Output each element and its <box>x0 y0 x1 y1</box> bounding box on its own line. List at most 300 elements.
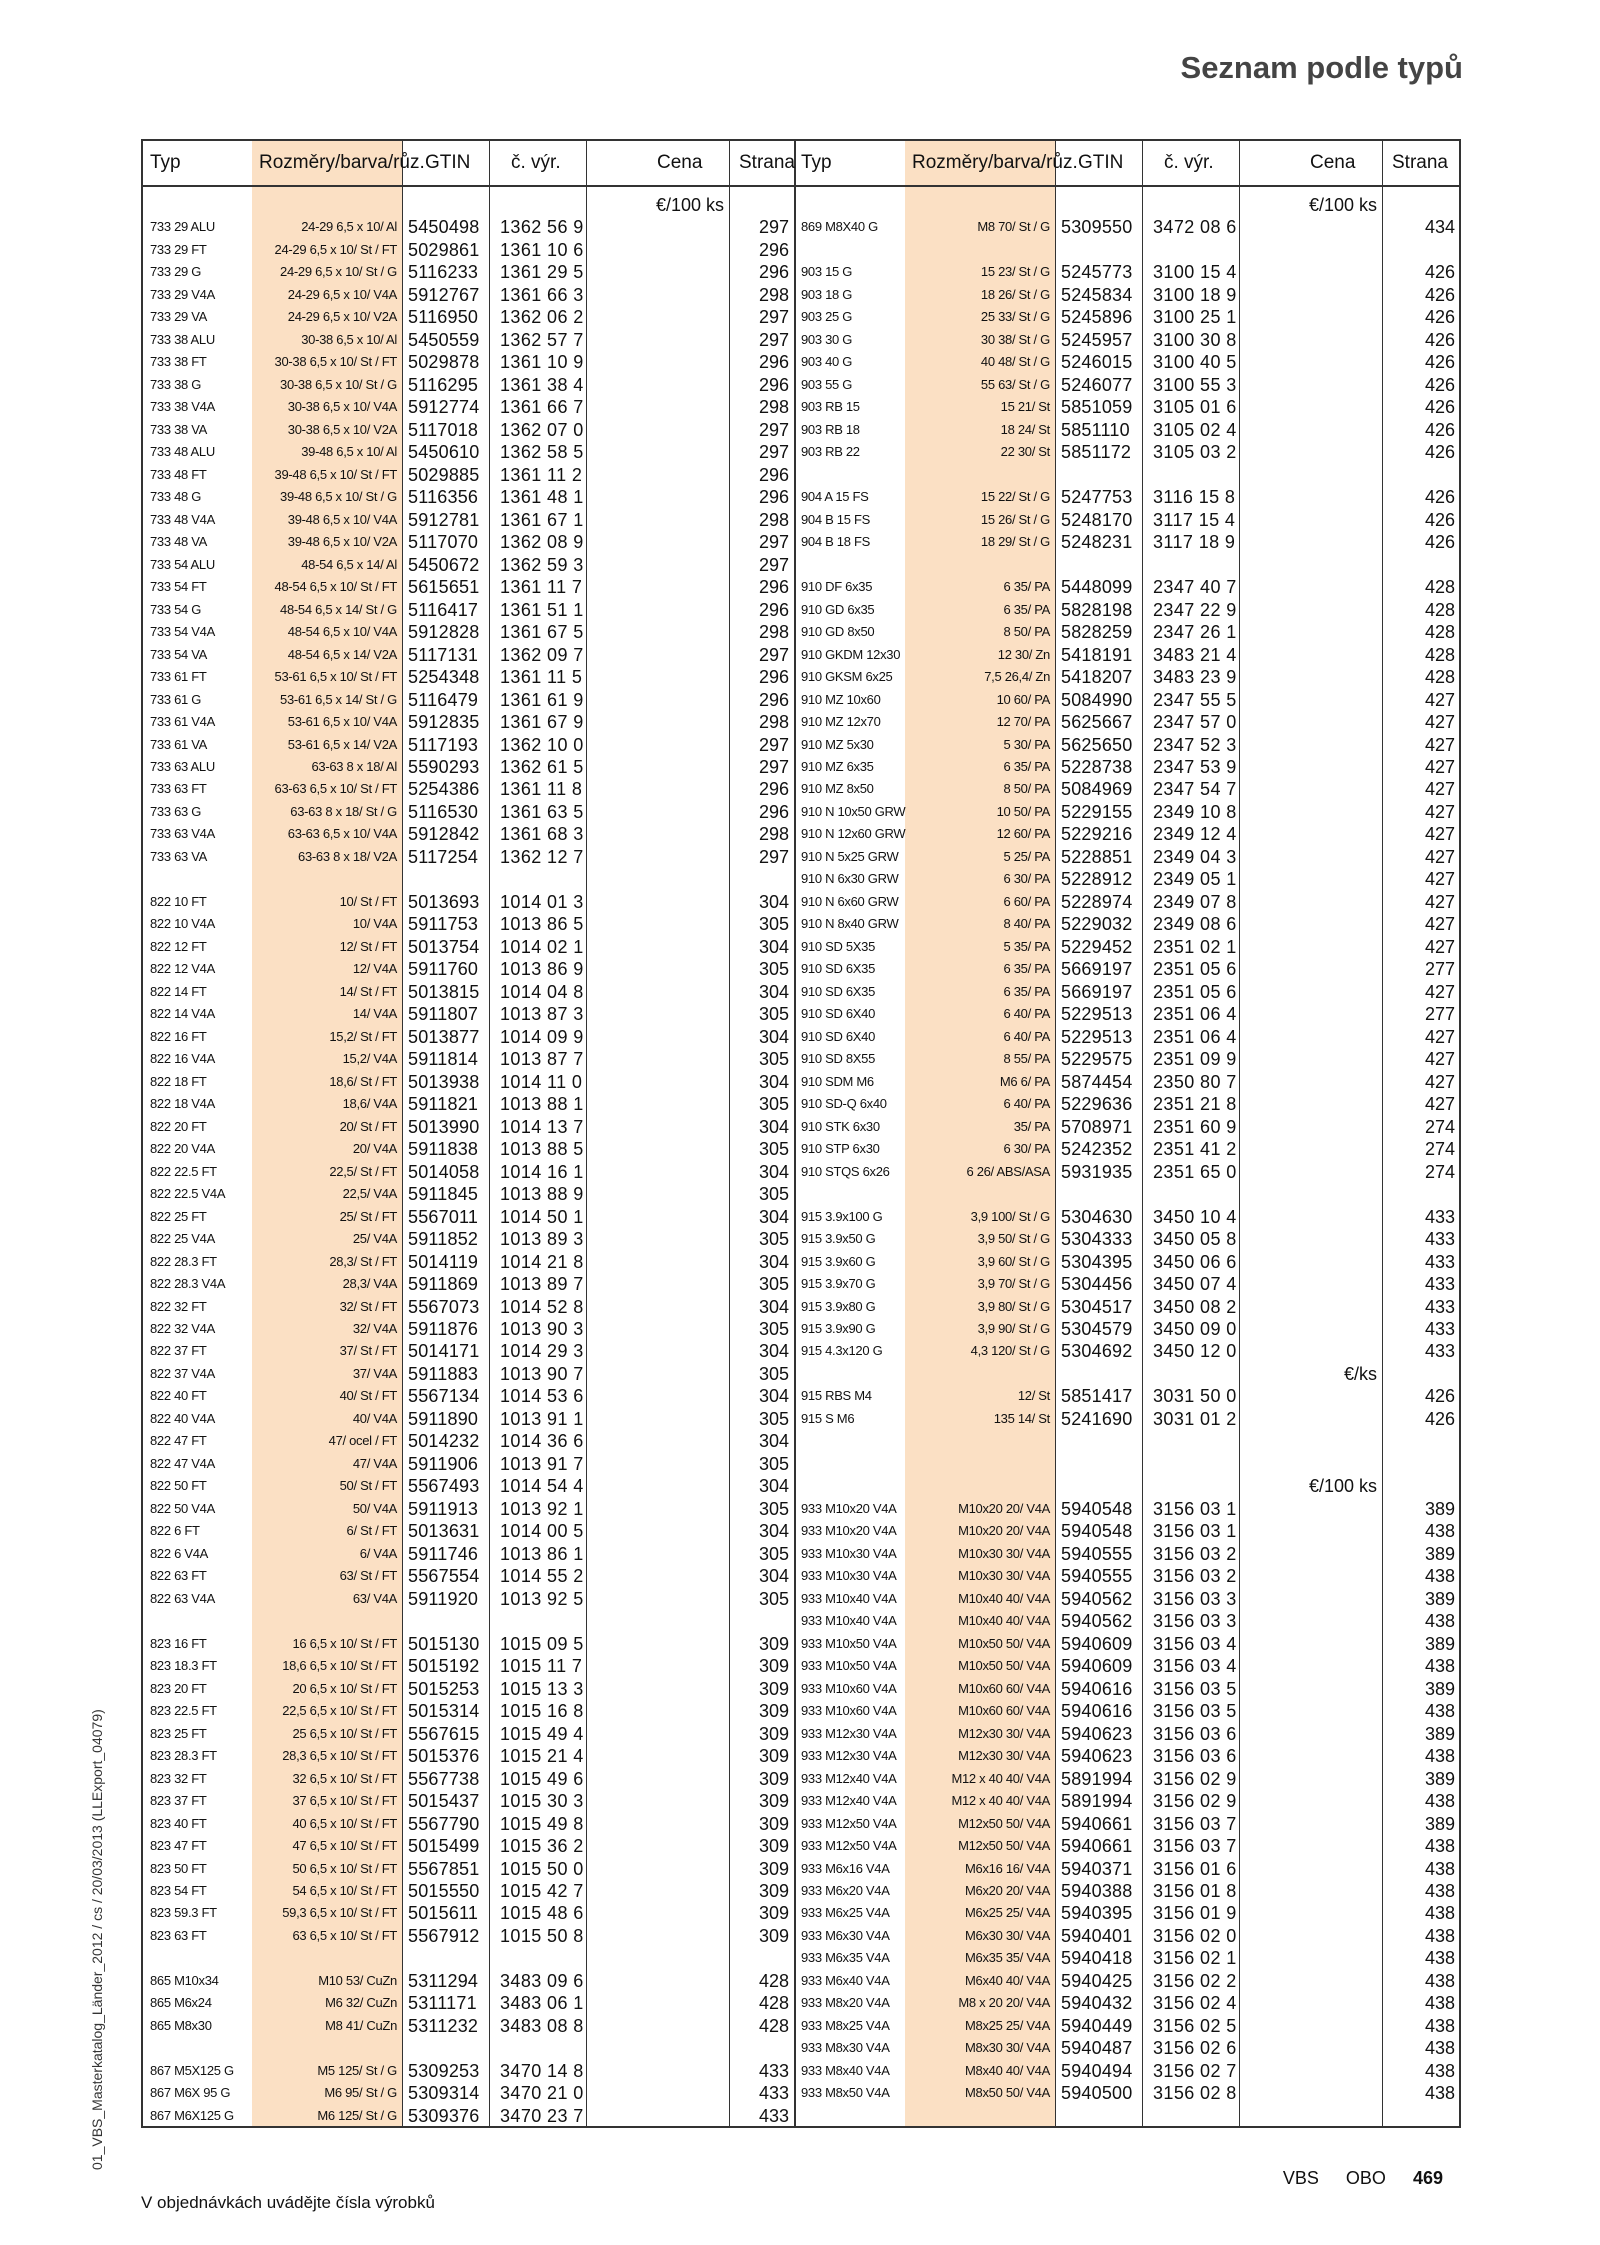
right-table-row <box>143 1251 1459 1274</box>
right-table-row <box>143 1925 1459 1948</box>
page-ref: 304 <box>758 981 789 1002</box>
dimensions: M8x50 50/ V4A <box>965 2085 1050 2101</box>
page-ref: 297 <box>758 217 789 238</box>
article-number: 2351 06 4 <box>1153 1004 1237 1025</box>
right-table-row <box>143 2015 1459 2038</box>
type-code: 910 DF 6x35 <box>801 579 873 595</box>
dimensions: 3,9 90/ St / G <box>977 1321 1050 1336</box>
page-ref: 304 <box>758 1161 789 1182</box>
gtin: 5116479 <box>408 689 479 710</box>
type-code: 733 48 VA <box>150 534 208 550</box>
gtin: 5245773 <box>1061 262 1133 283</box>
footer-brand-obo: OBO <box>1345 2168 1386 2188</box>
dimensions: 50/ V4A <box>352 1500 397 1516</box>
gtin: 5940623 <box>1061 1723 1133 1744</box>
dimensions: 15 23/ St / G <box>980 264 1050 280</box>
article-number: 3483 21 4 <box>1153 644 1237 665</box>
dimensions: M12x50 50/ V4A <box>958 1815 1050 1831</box>
dimensions: 15,2/ V4A <box>342 1051 397 1067</box>
gtin: 5911746 <box>408 1543 479 1564</box>
page-ref: 438 <box>1424 1903 1455 1924</box>
type-code: 915 3.9x100 G <box>801 1208 883 1224</box>
article-number: 1013 89 7 <box>500 1274 584 1295</box>
type-code: 733 63 VA <box>150 848 208 864</box>
right-table-row <box>143 711 1459 734</box>
article-number: 1362 59 3 <box>500 554 584 575</box>
left-table-row <box>143 554 1459 577</box>
page-ref: 304 <box>758 1566 789 1587</box>
type-code: 910 GKSM 6x25 <box>801 669 893 685</box>
gtin: 5912774 <box>408 397 480 418</box>
type-code: 733 61 FT <box>150 669 207 685</box>
right-table-row <box>143 1992 1459 2015</box>
right-table-row <box>143 1048 1459 1071</box>
dimensions: M10x40 40/ V4A <box>958 1590 1050 1606</box>
type-code: 933 M6x40 V4A <box>801 1972 890 1988</box>
page-ref: 309 <box>758 1723 789 1744</box>
article-number: 3470 14 8 <box>500 2060 584 2081</box>
right-table-row <box>143 2060 1459 2083</box>
dimensions: 39-48 6,5 x 10/ Al <box>301 444 397 460</box>
page-ref: 438 <box>1424 1881 1455 1901</box>
right-table-row <box>143 936 1459 959</box>
article-number: 1361 61 9 <box>500 689 584 710</box>
right-table-row <box>143 1206 1459 1229</box>
type-code: 733 29 FT <box>150 241 207 257</box>
gtin: 5891994 <box>1061 1768 1133 1789</box>
dimensions: 10/ V4A <box>352 916 397 932</box>
dimensions: 47/ ocel / FT <box>328 1433 397 1449</box>
right-table-row <box>143 1835 1459 1858</box>
header-page: Strana <box>1392 152 1448 173</box>
type-code: 867 M6X125 G <box>150 2107 234 2123</box>
article-number: 3472 08 6 <box>1153 217 1237 238</box>
article-number: 3156 03 4 <box>1153 1633 1237 1654</box>
dimensions: 18,6 6,5 x 10/ St / FT <box>282 1658 397 1674</box>
gtin: 5015611 <box>408 1903 479 1924</box>
article-number: 1015 30 3 <box>500 1791 584 1812</box>
article-number: 1362 09 7 <box>500 644 584 665</box>
dimensions: 40 48/ St / G <box>980 354 1050 370</box>
article-number: 1015 36 2 <box>500 1836 584 1857</box>
type-code: 933 M8x40 V4A <box>801 2062 890 2078</box>
gtin: 5912842 <box>408 824 480 845</box>
gtin: 5940395 <box>1061 1903 1133 1924</box>
article-number: 1013 86 9 <box>500 959 584 980</box>
gtin: 5911760 <box>408 959 479 980</box>
page-ref: 427 <box>1424 757 1455 777</box>
dimensions: 12 60/ PA <box>996 826 1050 842</box>
page-ref: 297 <box>758 554 789 575</box>
type-code: 933 M6x16 V4A <box>801 1860 890 1876</box>
type-code: 823 22.5 FT <box>150 1703 217 1719</box>
type-code: 915 RBS M4 <box>801 1388 872 1404</box>
page-ref: 274 <box>1424 1139 1455 1160</box>
right-price-unit: €/100 ks <box>1308 195 1377 215</box>
gtin: 5940562 <box>1061 1588 1133 1609</box>
article-number: 3117 18 9 <box>1153 532 1236 553</box>
article-number: 2347 40 7 <box>1153 577 1237 598</box>
page-ref: 309 <box>758 1656 789 1677</box>
gtin: 5891994 <box>1061 1791 1133 1812</box>
dimensions: 20 6,5 x 10/ St / FT <box>292 1680 397 1696</box>
type-code: 733 61 V4A <box>150 714 215 730</box>
page-ref: 297 <box>758 442 789 463</box>
gtin: 5015192 <box>408 1656 480 1677</box>
dimensions: 30-38 6,5 x 10/ V4A <box>287 399 397 415</box>
type-code: 933 M10x20 V4A <box>801 1523 897 1539</box>
dimensions: 54 6,5 x 10/ St / FT <box>292 1883 397 1898</box>
type-code: 933 M8x25 V4A <box>801 2017 890 2033</box>
right-table-row <box>143 1633 1459 1656</box>
header-typ: Typ <box>801 152 832 173</box>
gtin: 5029885 <box>408 464 480 485</box>
dimensions: M10 53/ CuZn <box>318 1972 397 1988</box>
dimensions: M6x35 35/ V4A <box>965 1950 1050 1966</box>
type-code: 822 18 FT <box>150 1073 207 1089</box>
dimensions: 6 30/ PA <box>1003 871 1050 887</box>
page-ref: 296 <box>758 577 789 598</box>
type-code: 933 M10x60 V4A <box>801 1703 897 1719</box>
gtin: 5116356 <box>408 487 479 508</box>
page-ref: 296 <box>758 801 789 822</box>
article-number: 1013 90 3 <box>500 1319 584 1339</box>
gtin: 5311294 <box>408 1970 479 1991</box>
article-number: 3116 15 8 <box>1153 487 1236 508</box>
gtin: 5013877 <box>408 1026 480 1047</box>
page-ref: 427 <box>1424 779 1455 800</box>
page-ref: 389 <box>1424 1678 1455 1699</box>
dimensions: 12 30/ Zn <box>997 646 1050 662</box>
page-ref: 309 <box>758 1903 789 1924</box>
dimensions: 50 6,5 x 10/ St / FT <box>292 1860 397 1876</box>
page-ref: 426 <box>1424 374 1455 395</box>
article-number: 3483 06 1 <box>500 1993 584 2014</box>
page-ref: 277 <box>1424 1004 1455 1025</box>
article-number: 1014 09 9 <box>500 1026 584 1047</box>
dimensions: 10 50/ PA <box>996 803 1050 819</box>
dimensions: M5 125/ St / G <box>317 2062 397 2078</box>
page-ref: 305 <box>758 914 789 935</box>
page-ref: 438 <box>1424 1925 1455 1946</box>
right-table-row <box>143 1408 1459 1431</box>
type-code: 822 32 V4A <box>150 1321 215 1336</box>
type-code: 933 M12x50 V4A <box>801 1815 897 1831</box>
article-number: 3450 06 6 <box>1153 1251 1237 1272</box>
dimensions: 6/ V4A <box>359 1545 397 1561</box>
right-table-row <box>143 284 1459 307</box>
gtin: 5084969 <box>1061 779 1133 800</box>
article-number: 3156 01 6 <box>1153 1858 1237 1879</box>
dimensions: 24-29 6,5 x 10/ St / G <box>280 264 397 280</box>
gtin: 5229636 <box>1061 1094 1133 1115</box>
dimensions: 28,3/ St / FT <box>329 1253 397 1269</box>
page-ref: 304 <box>758 1071 789 1092</box>
dimensions: 63-63 6,5 x 10/ V4A <box>287 826 397 842</box>
gtin: 5029878 <box>408 352 480 373</box>
article-number: 3100 55 3 <box>1153 374 1237 395</box>
page-ref: 427 <box>1424 981 1455 1002</box>
article-number: 1014 02 1 <box>500 936 584 957</box>
page-ref: 433 <box>1424 1274 1455 1295</box>
gtin: 5912781 <box>408 509 480 530</box>
page-ref: 433 <box>1424 1319 1455 1339</box>
page-ref: 438 <box>1424 1791 1455 1812</box>
type-code: 733 38 VA <box>150 421 208 437</box>
page-ref: 438 <box>1424 2015 1455 2036</box>
dimensions: 8 55/ PA <box>1003 1051 1050 1067</box>
page-ref: 296 <box>758 689 789 710</box>
gtin: 5309314 <box>408 2083 480 2104</box>
article-number: 2351 06 4 <box>1153 1026 1237 1047</box>
type-code: 733 48 G <box>150 489 202 505</box>
dimensions: 16 6,5 x 10/ St / FT <box>292 1635 397 1651</box>
article-number: 3156 03 3 <box>1153 1588 1237 1609</box>
page-ref: 427 <box>1424 1071 1455 1092</box>
gtin: 5248231 <box>1061 532 1133 553</box>
dimensions: 63-63 6,5 x 10/ St / FT <box>274 781 397 797</box>
type-code: 733 54 ALU <box>150 556 215 572</box>
type-code: 822 47 FT <box>150 1433 207 1449</box>
dimensions: 48-54 6,5 x 14/ Al <box>301 556 397 572</box>
type-code: 910 STQS 6x26 <box>801 1163 890 1179</box>
right-table-row <box>143 1093 1459 1116</box>
article-number: 1014 04 8 <box>500 981 584 1002</box>
page-ref: 438 <box>1424 1521 1455 1542</box>
gtin: 5117193 <box>408 734 479 755</box>
page-ref: 426 <box>1424 329 1455 350</box>
right-table-row <box>143 599 1459 622</box>
type-code: 910 N 10x50 GRW <box>801 803 906 819</box>
page-ref: 305 <box>758 1274 789 1295</box>
type-code: 933 M12x30 V4A <box>801 1748 897 1764</box>
right-table-row <box>143 1700 1459 1723</box>
page-ref: 297 <box>758 757 789 777</box>
gtin: 5309550 <box>1061 217 1133 238</box>
article-number: 1015 11 7 <box>500 1656 583 1677</box>
gtin: 5912767 <box>408 284 480 305</box>
article-number: 1015 16 8 <box>500 1701 584 1722</box>
type-code: 823 32 FT <box>150 1770 207 1786</box>
dimensions: 18 29/ St / G <box>980 534 1050 550</box>
left-table-row <box>143 464 1459 487</box>
right-table-row <box>143 1138 1459 1161</box>
dimensions: 63/ V4A <box>352 1590 397 1606</box>
dimensions: 22 30/ St <box>1000 444 1050 460</box>
dimensions: 3,9 100/ St / G <box>970 1208 1050 1224</box>
type-code: 823 20 FT <box>150 1680 207 1696</box>
dimensions: M6x20 20/ V4A <box>965 1883 1050 1898</box>
dimensions: 25 33/ St / G <box>980 309 1050 325</box>
article-number: 3156 02 9 <box>1153 1791 1237 1812</box>
article-number: 2351 05 6 <box>1153 981 1237 1002</box>
dimensions: 53-61 6,5 x 14/ V2A <box>287 736 397 752</box>
gtin: 5911883 <box>408 1363 479 1384</box>
page-ref: 304 <box>758 1251 789 1272</box>
page-number: 469 <box>1412 2168 1443 2188</box>
gtin: 5245834 <box>1061 284 1133 305</box>
right-table-row <box>143 846 1459 869</box>
article-number: 3156 02 6 <box>1153 2038 1237 2059</box>
article-number: 3105 02 4 <box>1153 419 1237 440</box>
right-table-row <box>143 2037 1459 2060</box>
dimensions: M10x20 20/ V4A <box>958 1523 1050 1539</box>
dimensions: 6 40/ PA <box>1003 1006 1050 1022</box>
article-number: 1361 10 6 <box>500 239 584 260</box>
gtin: 5013754 <box>408 936 480 957</box>
right-table-row <box>143 1723 1459 1746</box>
page-ref: 305 <box>758 959 789 980</box>
gtin: 5228974 <box>1061 891 1133 912</box>
dimensions: 18,6/ V4A <box>342 1096 397 1112</box>
type-code: 933 M10x40 V4A <box>801 1590 897 1606</box>
article-number: 1015 42 7 <box>500 1881 584 1901</box>
dimensions: 55 63/ St / G <box>980 376 1050 392</box>
dimensions: 15 26/ St / G <box>980 511 1050 527</box>
gtin: 5567851 <box>408 1858 480 1879</box>
page-ref: 389 <box>1424 1543 1455 1564</box>
dimensions: M8 x 20 20/ V4A <box>958 1995 1050 2011</box>
type-code: 933 M10x30 V4A <box>801 1568 897 1584</box>
right-table-row <box>143 1947 1459 1970</box>
type-code: 733 29 G <box>150 264 202 280</box>
gtin: 5014232 <box>408 1431 480 1452</box>
dimensions: 63 6,5 x 10/ St / FT <box>292 1927 397 1943</box>
gtin: 5708971 <box>1061 1116 1133 1137</box>
type-code: 733 54 VA <box>150 646 208 662</box>
type-code: 823 40 FT <box>150 1815 207 1831</box>
dimensions: M10x60 60/ V4A <box>958 1703 1050 1719</box>
type-code: 910 N 8x40 GRW <box>801 916 899 932</box>
gtin: 5567134 <box>408 1386 480 1407</box>
page-ref: 438 <box>1424 1701 1455 1722</box>
dimensions: 25/ V4A <box>352 1231 397 1247</box>
type-code: 733 29 V4A <box>150 286 215 302</box>
gtin: 5669197 <box>1061 959 1133 980</box>
dimensions: 18,6/ St / FT <box>329 1073 397 1089</box>
page-ref: 296 <box>758 239 789 260</box>
type-code: 933 M10x50 V4A <box>801 1658 897 1674</box>
article-number: 1362 07 0 <box>500 419 584 440</box>
page-ref: 427 <box>1424 1049 1455 1070</box>
dimensions: 6 35/ PA <box>1003 601 1050 617</box>
dimensions: 24-29 6,5 x 10/ Al <box>301 219 397 235</box>
type-code: 903 40 G <box>801 354 853 370</box>
page-ref: 298 <box>758 397 789 418</box>
type-code: 910 MZ 5x30 <box>801 736 874 752</box>
type-code: 822 22.5 FT <box>150 1163 217 1179</box>
gtin: 5014119 <box>408 1251 479 1272</box>
right-table-row <box>143 1340 1459 1363</box>
dimensions: M12x30 30/ V4A <box>958 1748 1050 1764</box>
gtin: 5015550 <box>408 1881 480 1901</box>
left-table-row <box>143 1453 1459 1476</box>
page-ref: 427 <box>1424 846 1455 867</box>
article-number: 3156 03 5 <box>1153 1701 1237 1722</box>
gtin: 5940371 <box>1061 1858 1133 1879</box>
gtin: 5448099 <box>1061 577 1133 598</box>
gtin: 5450498 <box>408 217 480 238</box>
page-ref: 297 <box>758 329 789 350</box>
dimensions: 47 6,5 x 10/ St / FT <box>292 1838 397 1854</box>
page-ref: 274 <box>1424 1161 1455 1182</box>
article-number: 2347 52 3 <box>1153 734 1237 755</box>
article-number: 1013 90 7 <box>500 1363 584 1384</box>
gtin: 5311232 <box>408 2015 479 2036</box>
dimensions: 6 35/ PA <box>1003 759 1050 774</box>
article-number: 3156 02 0 <box>1153 1925 1237 1946</box>
right-table-row <box>143 689 1459 712</box>
page-ref: 304 <box>758 936 789 957</box>
page-ref: 297 <box>758 532 789 553</box>
article-number: 1013 88 5 <box>500 1139 584 1160</box>
right-table-row <box>143 981 1459 1004</box>
right-table-row <box>143 396 1459 419</box>
type-code: 733 38 V4A <box>150 399 215 415</box>
page-ref: 438 <box>1424 1611 1455 1632</box>
article-number: 1013 88 9 <box>500 1184 584 1205</box>
gtin: 5246015 <box>1061 352 1133 373</box>
dimensions: 30-38 6,5 x 10/ St / FT <box>274 354 397 370</box>
type-code: 903 25 G <box>801 309 853 325</box>
gtin: 5116530 <box>408 801 479 822</box>
gtin: 5228912 <box>1061 869 1133 890</box>
page-ref: 309 <box>758 1678 789 1699</box>
article-number: 1013 92 5 <box>500 1588 584 1609</box>
dimensions: M6 95/ St / G <box>324 2085 397 2101</box>
gtin: 5241690 <box>1061 1408 1133 1429</box>
dimensions: 12/ V4A <box>352 961 397 977</box>
dimensions: 47/ V4A <box>352 1455 397 1471</box>
gtin: 5940616 <box>1061 1678 1133 1699</box>
type-code: 822 47 V4A <box>150 1455 215 1471</box>
gtin: 5013815 <box>408 981 480 1002</box>
page-ref: 305 <box>758 1543 789 1564</box>
right-table-row <box>143 1318 1459 1341</box>
dimensions: 40/ St / FT <box>339 1388 397 1404</box>
type-code: 822 16 FT <box>150 1028 207 1044</box>
gtin: 5242352 <box>1061 1139 1133 1160</box>
dimensions: 22,5 6,5 x 10/ St / FT <box>282 1703 397 1719</box>
gtin: 5246077 <box>1061 374 1133 395</box>
page-ref: 438 <box>1424 1993 1455 2014</box>
gtin: 5450672 <box>408 554 480 575</box>
gtin: 5940661 <box>1061 1813 1133 1834</box>
gtin: 5615651 <box>408 577 480 598</box>
right-table-row <box>143 419 1459 442</box>
page-ref: 298 <box>758 712 789 733</box>
type-code: 910 MZ 8x50 <box>801 781 874 797</box>
left-price-unit: €/100 ks <box>655 195 724 215</box>
article-number: 1361 67 1 <box>500 509 584 530</box>
left-table-row <box>143 1183 1459 1206</box>
gtin: 5304456 <box>1061 1274 1133 1295</box>
type-code: 933 M10x30 V4A <box>801 1545 897 1561</box>
right-table-row <box>143 1296 1459 1319</box>
dimensions: 39-48 6,5 x 10/ St / G <box>280 489 397 505</box>
article-number: 3100 15 4 <box>1153 262 1237 283</box>
type-code: 823 63 FT <box>150 1927 207 1943</box>
gtin: 5828198 <box>1061 599 1133 620</box>
gtin: 5254348 <box>408 667 480 688</box>
article-number: 3450 10 4 <box>1153 1206 1237 1227</box>
dimensions: M6x25 25/ V4A <box>965 1905 1050 1921</box>
page-ref: 428 <box>758 2015 789 2036</box>
gtin: 5304517 <box>1061 1296 1133 1317</box>
gtin: 5013693 <box>408 891 480 912</box>
article-number: 3156 03 7 <box>1153 1813 1237 1834</box>
right-table-row <box>143 1813 1459 1836</box>
